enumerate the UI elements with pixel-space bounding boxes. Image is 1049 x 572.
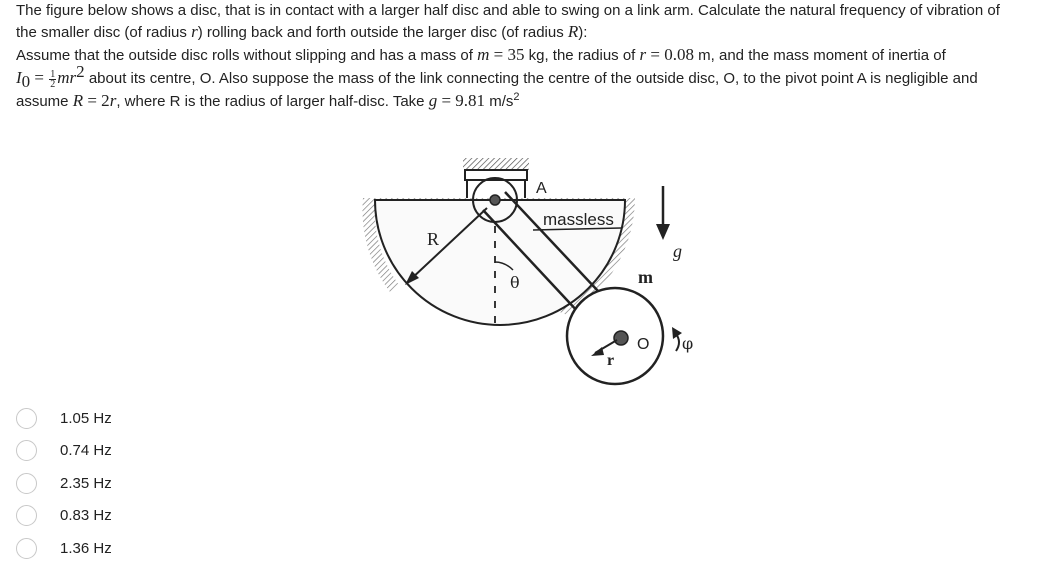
label-R: R xyxy=(427,229,440,249)
answer-options xyxy=(16,402,112,565)
option-1[interactable] xyxy=(16,402,112,435)
one-half-fraction: $\frac{1}{2}$ xyxy=(50,68,56,90)
label-r: r xyxy=(607,352,615,369)
gravity-arrow-head xyxy=(656,224,670,240)
question-line-1: The figure below shows a disc, that is in contact with a larger half disc and able to swing on a link arm. Calculate the natural frequency of vibration of xyxy=(16,2,1000,19)
option-4-label[interactable]: 0.83 Hz xyxy=(60,507,112,525)
small-disc-centre xyxy=(614,331,628,345)
ground-hatch xyxy=(463,158,529,170)
label-theta: θ xyxy=(510,273,520,292)
option-3-label[interactable]: 2.35 Hz xyxy=(60,474,112,492)
option-3[interactable] xyxy=(16,467,112,500)
question-line-3: Assume that the outside disc rolls without slipping and has a mass of m = 35 kg, the radius of r = 0.08 m, and the mass moment of inertia of xyxy=(16,45,946,64)
option-1-radio[interactable] xyxy=(16,408,37,429)
question-line-2: the smaller disc (of radius r) rolling back and forth outside the larger disc (of radius R): xyxy=(16,22,588,41)
question-line-5: assume R = 2r, where R is the radius of larger half-disc. Take g = 9.81 $m/s^2$ xyxy=(16,91,520,110)
label-a: A xyxy=(536,180,547,197)
option-2-label[interactable]: 0.74 Hz xyxy=(60,442,112,460)
question-line-4: $I_0$ = $\frac{1}{2}$ $mr^2$ about its centre, O. Also suppose the mass of the link connecting the centre of the outside disc, O, to the pivot point A is negligible and xyxy=(16,62,978,91)
option-4[interactable] xyxy=(16,500,112,533)
option-2-radio[interactable] xyxy=(16,440,37,461)
label-phi: φ xyxy=(682,334,694,353)
label-massless: massless xyxy=(543,210,614,229)
option-3-radio[interactable] xyxy=(16,473,37,494)
label-g: g xyxy=(673,241,682,261)
label-m: m xyxy=(638,267,653,287)
mechanism-figure xyxy=(355,150,725,395)
option-4-radio[interactable] xyxy=(16,505,37,526)
option-1-label[interactable]: 1.05 Hz xyxy=(60,409,112,427)
option-5-radio[interactable] xyxy=(16,538,37,559)
question-text xyxy=(16,0,1041,112)
pivot-point-a xyxy=(490,195,500,205)
label-O: O xyxy=(637,336,650,353)
option-5[interactable] xyxy=(16,532,112,565)
option-5-label[interactable]: 1.36 Hz xyxy=(60,539,112,557)
option-2[interactable] xyxy=(16,435,112,468)
